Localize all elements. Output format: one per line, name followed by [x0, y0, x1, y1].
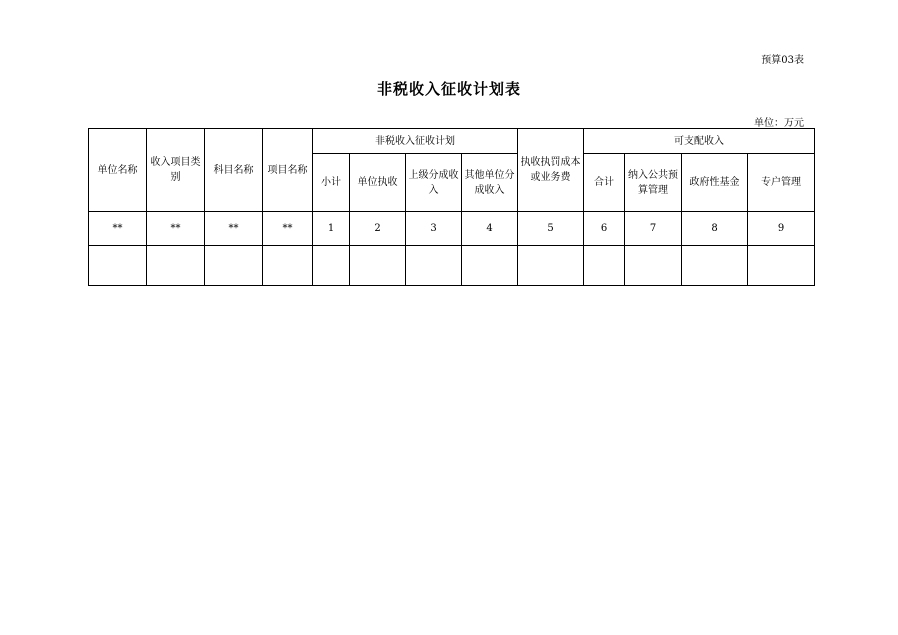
header-gov-fund: 政府性基金 — [682, 154, 748, 212]
table-row-empty — [89, 246, 815, 286]
table-cell-empty — [682, 246, 748, 286]
table-cell: 4 — [462, 212, 518, 246]
header-disposable-group: 可支配收入 — [584, 129, 815, 154]
table-cell: ** — [89, 212, 147, 246]
table-cell-empty — [205, 246, 263, 286]
table-cell: 2 — [350, 212, 406, 246]
table-cell-empty — [518, 246, 584, 286]
table-cell: 3 — [406, 212, 462, 246]
table-cell-empty — [625, 246, 682, 286]
header-public-budget: 纳入公共预算管理 — [625, 154, 682, 212]
header-unit-name: 单位名称 — [89, 129, 147, 212]
unit-label: 单位：万元 — [754, 118, 804, 129]
table-cell-empty — [147, 246, 205, 286]
table-cell: ** — [205, 212, 263, 246]
header-other-share: 其他单位分成收入 — [462, 154, 518, 212]
header-income-category: 收入项目类别 — [147, 129, 205, 212]
table-row-index — [89, 212, 815, 246]
header-special-account: 专户管理 — [748, 154, 815, 212]
form-number: 预算03表 — [761, 55, 804, 66]
header-total: 合计 — [584, 154, 625, 212]
header-enforcement-cost: 执收执罚成本或业务费 — [518, 129, 584, 212]
table-cell: 9 — [748, 212, 815, 246]
table-cell-empty — [313, 246, 350, 286]
table-cell-empty — [263, 246, 313, 286]
header-unit-enforce: 单位执收 — [350, 154, 406, 212]
header-upper-share: 上级分成收入 — [406, 154, 462, 212]
header-subject-name: 科目名称 — [205, 129, 263, 212]
table-cell: 1 — [313, 212, 350, 246]
table-cell: 7 — [625, 212, 682, 246]
header-plan-group: 非税收入征收计划 — [313, 129, 518, 154]
page-title: 非税收入征收计划表 — [376, 80, 521, 98]
header-subtotal: 小计 — [313, 154, 350, 212]
table-cell: 5 — [518, 212, 584, 246]
table-cell-empty — [406, 246, 462, 286]
table-cell-empty — [748, 246, 815, 286]
revenue-plan-table — [88, 128, 815, 286]
table-cell: 6 — [584, 212, 625, 246]
header-item-name: 项目名称 — [263, 129, 313, 212]
table-cell: 8 — [682, 212, 748, 246]
table-cell: ** — [147, 212, 205, 246]
table-cell-empty — [350, 246, 406, 286]
table-cell: ** — [263, 212, 313, 246]
table-cell-empty — [584, 246, 625, 286]
table-cell-empty — [89, 246, 147, 286]
table-cell-empty — [462, 246, 518, 286]
